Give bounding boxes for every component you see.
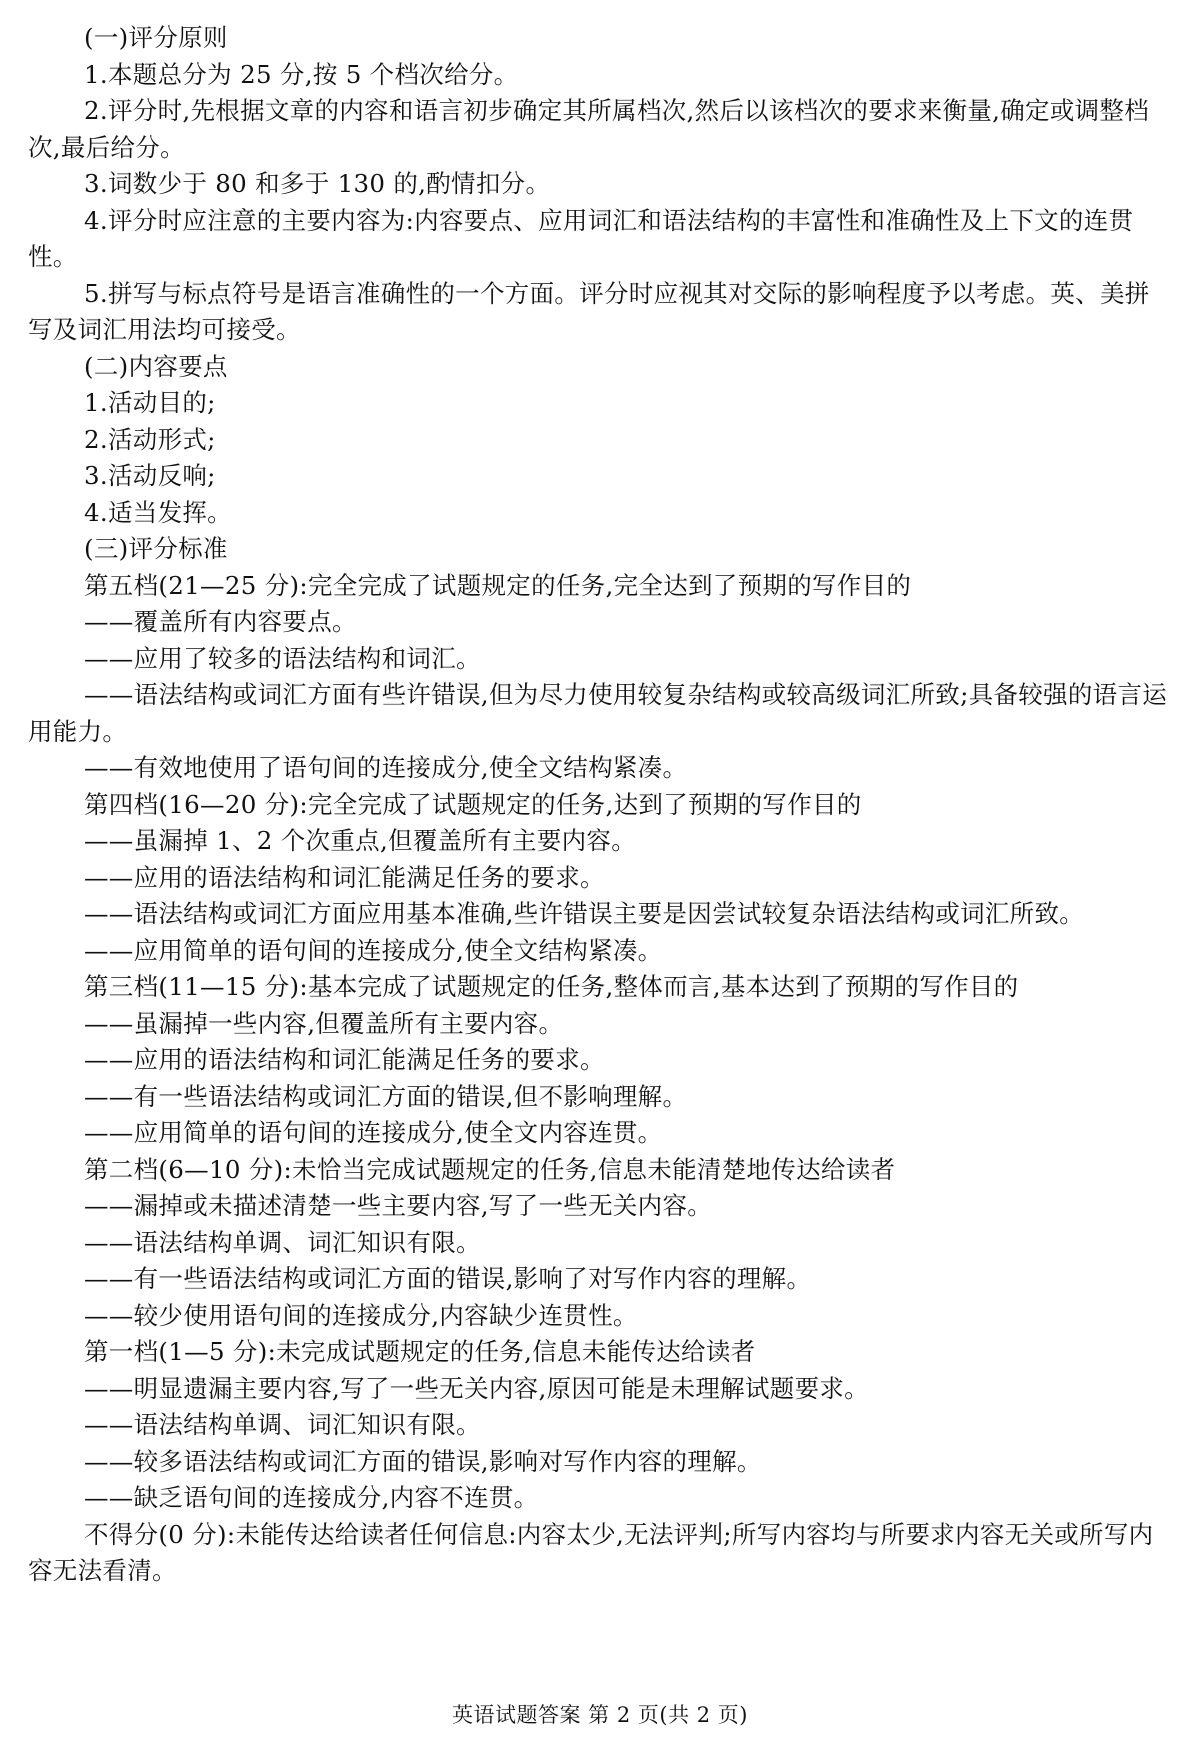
grade-4-item: ——语法结构或词汇方面应用基本准确,些许错误主要是因尝试较复杂语法结构或词汇所致。	[84, 899, 1085, 928]
grade-3-item: ——应用的语法结构和词汇能满足任务的要求。	[84, 1045, 605, 1074]
section-heading-principles: (一)评分原则	[84, 23, 228, 52]
page-footer: 英语试题答案 第 2 页(共 2 页)	[452, 1703, 748, 1727]
grade-1-item: ——缺乏语句间的连接成分,内容不连贯。	[84, 1483, 539, 1512]
grade-4-item: ——应用的语法结构和词汇能满足任务的要求。	[84, 862, 605, 892]
grade-5-item: ——有效地使用了语句间的连接成分,使全文结构紧凑。	[84, 753, 688, 782]
grade-5-item: ——语法结构或词汇方面有些许错误,但为尽力使用较复杂结构或较高级词汇所致;具备较强的语言运用能力。	[28, 680, 1168, 746]
grade-2-item: ——语法结构单调、词汇知识有限。	[84, 1227, 481, 1257]
document-body	[28, 20, 1172, 1590]
grade-4-item: ——虽漏掉 1、2 个次重点,但覆盖所有主要内容。	[84, 826, 637, 855]
grade-2-title: 第二档(6—10 分):未恰当完成试题规定的任务,信息未能清楚地传达给读者	[84, 1154, 896, 1184]
grade-1-title: 第一档(1—5 分):未完成试题规定的任务,信息未能传达给读者	[84, 1337, 756, 1366]
content-point-item: 4.适当发挥。	[84, 497, 232, 527]
grade-4-item: ——应用简单的语句间的连接成分,使全文结构紧凑。	[84, 935, 663, 965]
content-point-item: 3.活动反响;	[84, 461, 216, 490]
grade-5-title: 第五档(21—25 分):完全完成了试题规定的任务,完全达到了预期的写作目的	[84, 570, 912, 600]
grade-2-item: ——较少使用语句间的连接成分,内容缺少连贯性。	[84, 1300, 638, 1330]
grade-1-item: ——语法结构单调、词汇知识有限。	[84, 1410, 481, 1439]
grade-2-item: ——有一些语法结构或词汇方面的错误,影响了对写作内容的理解。	[84, 1264, 812, 1293]
grade-4-title: 第四档(16—20 分):完全完成了试题规定的任务,达到了预期的写作目的	[84, 789, 862, 819]
principle-item: 1.本题总分为 25 分,按 5 个档次给分。	[84, 59, 519, 89]
principle-item: 5.拼写与标点符号是语言准确性的一个方面。评分时应视其对交际的影响程度予以考虑。英、美拼写及词汇用法均可接受。	[28, 278, 1150, 344]
content-point-item: 2.活动形式;	[84, 424, 216, 454]
content-point-item: 1.活动目的;	[84, 388, 216, 417]
grade-2-item: ——漏掉或未描述清楚一些主要内容,写了一些无关内容。	[84, 1191, 713, 1220]
grade-5-item: ——覆盖所有内容要点。	[84, 607, 357, 636]
grade-3-item: ——应用简单的语句间的连接成分,使全文内容连贯。	[84, 1118, 663, 1147]
grade-3-title: 第三档(11—15 分):基本完成了试题规定的任务,整体而言,基本达到了预期的写作目的	[84, 972, 1019, 1001]
grade-1-item: ——较多语法结构或词汇方面的错误,影响对写作内容的理解。	[84, 1446, 762, 1476]
section-heading-criteria: (三)评分标准	[84, 534, 228, 563]
grade-3-item: ——有一些语法结构或词汇方面的错误,但不影响理解。	[84, 1081, 688, 1111]
grade-1-item: ——明显遗漏主要内容,写了一些无关内容,原因可能是未理解试题要求。	[84, 1373, 869, 1403]
grade-3-item: ——虽漏掉一些内容,但覆盖所有主要内容。	[84, 1008, 564, 1038]
principle-item: 3.词数少于 80 和多于 130 的,酌情扣分。	[84, 169, 551, 198]
grade-5-item: ——应用了较多的语法结构和词汇。	[84, 643, 481, 673]
section-heading-content-points: (二)内容要点	[84, 351, 228, 381]
zero-score-rule: 不得分(0 分):未能传达给读者任何信息:内容太少,无法评判;所写内容均与所要求内容无关或所写内容无法看清。	[28, 1519, 1154, 1585]
principle-item: 2.评分时,先根据文章的内容和语言初步确定其所属档次,然后以该档次的要求来衡量,确定或调整档次,最后给分。	[28, 96, 1150, 162]
principle-item: 4.评分时应注意的主要内容为:内容要点、应用词汇和语法结构的丰富性和准确性及上下文的连贯性。	[28, 205, 1134, 271]
